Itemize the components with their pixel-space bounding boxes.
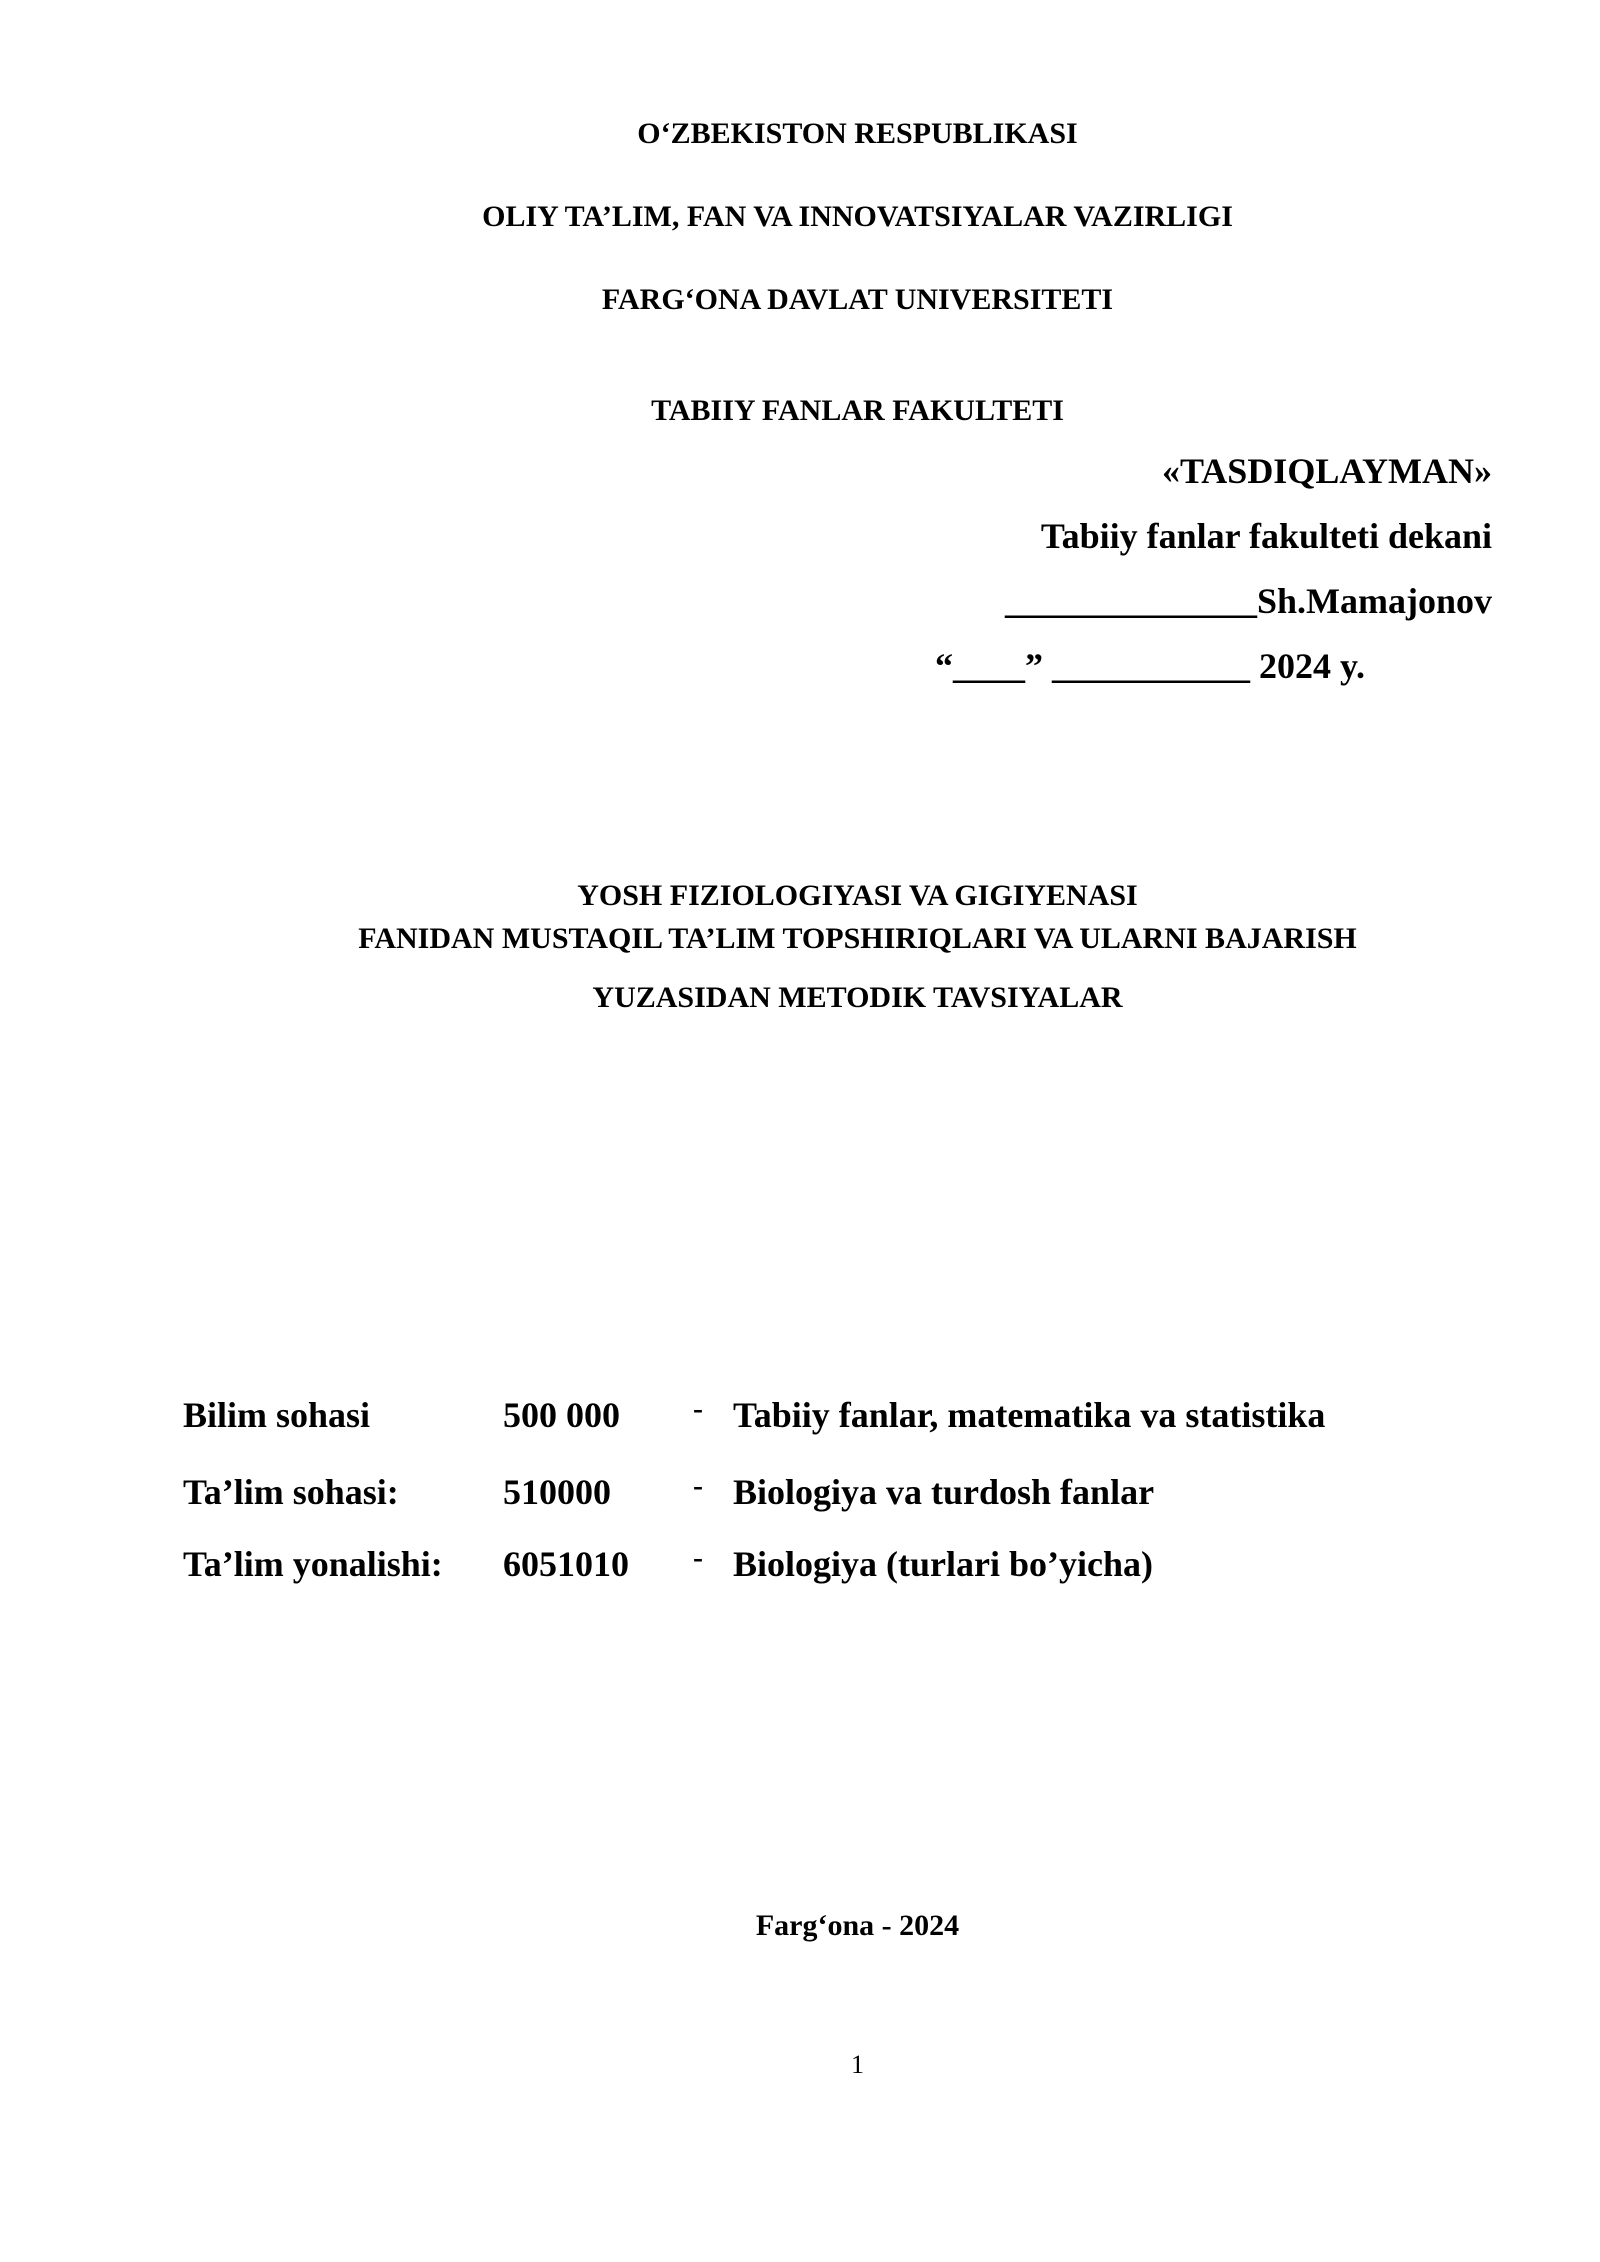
approval-signature: ______________Sh.Mamajonov bbox=[1004, 581, 1492, 621]
info-row-knowledge-area bbox=[0, 1393, 1600, 1443]
info-dash: - bbox=[693, 1469, 703, 1502]
approval-position: Tabiiy fanlar fakulteti dekani bbox=[1040, 516, 1492, 556]
info-value: Tabiiy fanlar, matematika va statistika bbox=[733, 1395, 1326, 1435]
info-dash: - bbox=[693, 1541, 703, 1574]
info-value: Biologiya (turlari bo’yicha) bbox=[733, 1544, 1153, 1584]
info-code: 510000 bbox=[503, 1472, 611, 1512]
header-faculty: TABIIY FANLAR FAKULTETI bbox=[651, 394, 1064, 427]
title-line-2: FANIDAN MUSTAQIL TA’LIM TOPSHIRIQLARI VA ULARNI BAJARISH bbox=[358, 922, 1357, 955]
info-row-education-area bbox=[0, 1470, 1600, 1520]
info-code: 500 000 bbox=[503, 1395, 620, 1435]
info-code: 6051010 bbox=[503, 1544, 629, 1584]
info-value: Biologiya va turdosh fanlar bbox=[733, 1472, 1155, 1512]
info-label: Bilim sohasi bbox=[183, 1395, 371, 1435]
approval-date: “____” ___________ 2024 y. bbox=[935, 646, 1366, 686]
info-row-education-direction bbox=[0, 1542, 1600, 1592]
info-label: Ta’lim yonalishi: bbox=[183, 1544, 443, 1584]
footer-place-year: Farg‘ona - 2024 bbox=[755, 1909, 960, 1942]
page-number: 1 bbox=[851, 2050, 864, 2079]
info-label: Ta’lim sohasi: bbox=[183, 1472, 399, 1512]
info-dash: - bbox=[693, 1392, 703, 1425]
header-country: O‘ZBEKISTON RESPUBLIKASI bbox=[637, 117, 1078, 150]
title-line-3: YUZASIDAN METODIK TAVSIYALAR bbox=[592, 981, 1123, 1014]
header-ministry: OLIY TA’LIM, FAN VA INNOVATSIYALAR VAZIRLIGI bbox=[482, 200, 1233, 233]
title-line-1: YOSH FIZIOLOGIYASI VA GIGIYENASI bbox=[577, 879, 1138, 912]
header-university: FARG‘ONA DAVLAT UNIVERSITETI bbox=[601, 283, 1114, 316]
approval-heading: «TASDIQLAYMAN» bbox=[1161, 451, 1492, 491]
